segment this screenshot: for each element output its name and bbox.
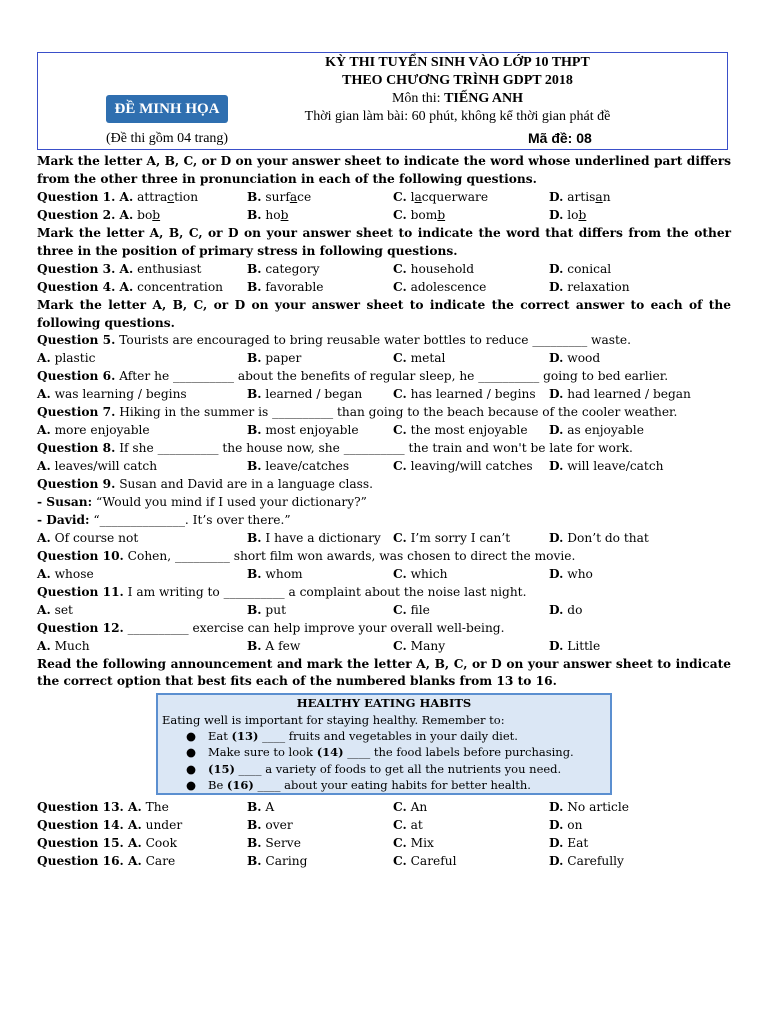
question-9-options: A. Of course not B. I have a dictionary C. I’m sorry I can’t D. Don’t do that: [37, 530, 649, 545]
option-c[interactable]: metal: [410, 351, 446, 366]
question-3: Question 3. A. enthusiast B. category C. household D. conical: [37, 261, 612, 276]
option-b[interactable]: most enjoyable: [265, 423, 359, 438]
bullet-icon: ●: [186, 745, 197, 760]
option-b[interactable]: I have a dictionary: [265, 530, 381, 545]
option-b[interactable]: over: [265, 818, 293, 833]
option-a[interactable]: enthusiast: [137, 261, 202, 276]
question-10-stem: Question 10. Cohen, _________ short film won awards, was chosen to direct the movie.: [37, 548, 576, 563]
question-5-stem: Question 5. Tourists are encouraged to bring reusable water bottles to reduce _________ waste.: [37, 333, 631, 348]
option-b[interactable]: whom: [265, 566, 303, 581]
exam-content: [37, 153, 731, 871]
option-b[interactable]: paper: [265, 351, 302, 366]
question-15: Question 15. A. Cook B. Serve C. Mix D. Eat: [37, 836, 589, 851]
list-item: ● Be (16) ____ about your eating habits for better health.: [186, 777, 531, 792]
page-count: (Đề thi gồm 04 trang): [106, 131, 229, 146]
question-12-options: A. Much B. A few C. Many D. Little: [37, 638, 601, 653]
option-a[interactable]: leaves/will catch: [54, 459, 158, 474]
option-d[interactable]: relaxation: [567, 279, 630, 294]
option-c[interactable]: lacquerware: [410, 189, 489, 204]
option-c[interactable]: which: [410, 566, 448, 581]
option-a[interactable]: plastic: [54, 351, 96, 366]
option-b[interactable]: Caring: [265, 854, 308, 868]
question-11-options: A. set B. put C. file D. do: [37, 602, 583, 617]
option-a[interactable]: Cook: [145, 836, 177, 851]
question-9-stem: Question 9. Susan and David are in a language class.: [37, 477, 374, 492]
question-8-stem: Question 8. If she __________ the house now, she __________ the train and won't be late for work.: [37, 441, 633, 456]
exam-code: Mã đề: 08: [528, 130, 592, 146]
option-d[interactable]: artisan: [567, 189, 611, 204]
option-d[interactable]: Eat: [567, 836, 589, 851]
option-a[interactable]: Care: [145, 854, 176, 868]
question-13: Question 13. A. The B. A C. An D. No article: [37, 800, 629, 815]
header-title-line1: KỲ THI TUYỂN SINH VÀO LỚP 10 THPT: [325, 55, 590, 70]
option-b[interactable]: leave/catches: [265, 459, 350, 474]
option-b[interactable]: put: [265, 602, 286, 617]
option-d[interactable]: Carefully: [567, 854, 624, 868]
option-c[interactable]: leaving/will catches: [410, 459, 533, 474]
option-a[interactable]: more enjoyable: [54, 423, 150, 438]
option-d[interactable]: Don’t do that: [567, 530, 649, 545]
option-d[interactable]: had learned / began: [567, 387, 691, 402]
option-a[interactable]: under: [145, 818, 183, 833]
header-time: Thời gian làm bài: 60 phút, không kể thời gian phát đề: [304, 109, 611, 124]
option-a[interactable]: attraction: [137, 189, 199, 204]
option-c[interactable]: bomb: [410, 207, 446, 222]
option-a[interactable]: bob: [137, 207, 161, 222]
instruction-reading: Read the following announcement and mark the letter A, B, C, or D on your answer sheet to indicate the correct option that best fits each of the numbered blanks from 13 to 16.: [37, 656, 731, 689]
option-a[interactable]: set: [54, 602, 73, 617]
option-a[interactable]: Of course not: [54, 530, 139, 545]
question-9-susan: - Susan: “Would you mind if I used your dictionary?”: [37, 494, 367, 509]
option-b[interactable]: A few: [265, 638, 301, 653]
option-a[interactable]: whose: [54, 566, 94, 581]
option-a[interactable]: concentration: [137, 279, 224, 294]
option-c[interactable]: Careful: [410, 854, 457, 868]
question-6-options: A. was learning / begins B. learned / began C. has learned / begins D. had learned / began: [37, 387, 691, 402]
question-9-david: - David: “______________. It’s over there.”: [37, 512, 291, 527]
question-10-options: A. whose B. whom C. which D. who: [37, 566, 593, 581]
question-2: Question 2. A. bob B. hob C. bomb D. lob: [37, 207, 587, 222]
list-item: ● (15) ____ a variety of foods to get all the nutrients you need.: [186, 761, 562, 776]
option-c[interactable]: I’m sorry I can’t: [410, 530, 511, 545]
option-d[interactable]: on: [567, 818, 583, 833]
question-4: Question 4. A. concentration B. favorable C. adolescence D. relaxation: [37, 279, 630, 294]
option-d[interactable]: will leave/catch: [567, 459, 664, 474]
question-5-options: A. plastic B. paper C. metal D. wood: [37, 351, 601, 366]
header-title-line2: THEO CHƯƠNG TRÌNH GDPT 2018: [342, 73, 573, 88]
instruction-correct-answer: Mark the letter A, B, C, or D on your answer sheet to indicate the correct answer to each of the following questions.: [37, 297, 731, 330]
instruction-pronunciation: Mark the letter A, B, C, or D on your answer sheet to indicate the word whose underlined part differs from the other three in pronunciation in each of the following questions.: [37, 154, 731, 186]
option-b[interactable]: learned / began: [265, 387, 363, 402]
option-d[interactable]: who: [567, 566, 593, 581]
option-c[interactable]: Many: [410, 638, 446, 653]
sample-exam-badge: ĐỀ MINH HỌA: [106, 95, 228, 123]
question-14: Question 14. A. under B. over C. at D. on: [37, 818, 583, 833]
option-d[interactable]: conical: [567, 261, 612, 276]
list-item: ● Make sure to look (14) ____ the food labels before purchasing.: [186, 745, 574, 760]
question-16: Question 16. A. Care B. Caring C. Careful D. Carefully: [37, 854, 624, 868]
question-7-options: A. more enjoyable B. most enjoyable C. the most enjoyable D. as enjoyable: [37, 423, 644, 438]
question-1: Question 1. A. attraction B. surface C. lacquerware D. artisan: [37, 189, 611, 204]
question-11-stem: Question 11. I am writing to __________ a complaint about the noise last night.: [37, 584, 527, 599]
question-6-stem: Question 6. After he __________ about the benefits of regular sleep, he __________ going to bed earlier.: [37, 369, 669, 384]
announcement-intro: Eating well is important for staying healthy. Remember to:: [162, 712, 505, 727]
exam-header: [37, 52, 728, 150]
option-b[interactable]: A: [265, 800, 275, 815]
question-12-stem: Question 12. __________ exercise can help improve your overall well-being.: [37, 620, 505, 635]
option-d[interactable]: wood: [567, 351, 601, 366]
bullet-icon: ●: [186, 777, 197, 792]
option-c[interactable]: An: [410, 800, 428, 815]
option-d[interactable]: lob: [567, 207, 587, 222]
instruction-stress: Mark the letter A, B, C, or D on your answer sheet to indicate the word that differs from the other three in the position of primary stress in following questions.: [37, 225, 731, 258]
bullet-icon: ●: [186, 761, 197, 776]
option-a[interactable]: The: [145, 800, 169, 815]
option-c[interactable]: household: [410, 261, 474, 276]
option-b[interactable]: category: [265, 261, 320, 276]
option-c[interactable]: Mix: [410, 836, 434, 851]
list-item: ● Eat (13) ____ fruits and vegetables in your daily diet.: [186, 729, 518, 743]
option-d[interactable]: as enjoyable: [567, 423, 644, 438]
question-8-options: A. leaves/will catch B. leave/catches C. leaving/will catches D. will leave/catch: [37, 459, 664, 474]
option-a[interactable]: was learning / begins: [54, 387, 187, 402]
option-c[interactable]: the most enjoyable: [410, 423, 528, 438]
option-c[interactable]: file: [410, 602, 430, 617]
bullet-icon: ●: [186, 729, 197, 743]
announcement-title: HEALTHY EATING HABITS: [296, 696, 472, 711]
announcement-list: [162, 728, 606, 793]
option-b[interactable]: hob: [265, 207, 289, 222]
option-d[interactable]: No article: [567, 800, 629, 815]
option-d[interactable]: Little: [567, 638, 601, 653]
header-subject: Môn thi: TIẾNG ANH: [391, 91, 524, 106]
option-b[interactable]: Serve: [265, 836, 301, 851]
option-c[interactable]: at: [410, 818, 423, 833]
announcement-box: [156, 693, 612, 795]
option-d[interactable]: do: [567, 602, 583, 617]
question-7-stem: Question 7. Hiking in the summer is __________ than going to the beach because of the cooler weather.: [37, 405, 678, 420]
option-a[interactable]: Much: [54, 638, 90, 653]
option-c[interactable]: adolescence: [410, 279, 487, 294]
option-c[interactable]: has learned / begins: [410, 387, 536, 402]
option-b[interactable]: favorable: [265, 279, 324, 294]
option-b[interactable]: surface: [265, 189, 312, 204]
